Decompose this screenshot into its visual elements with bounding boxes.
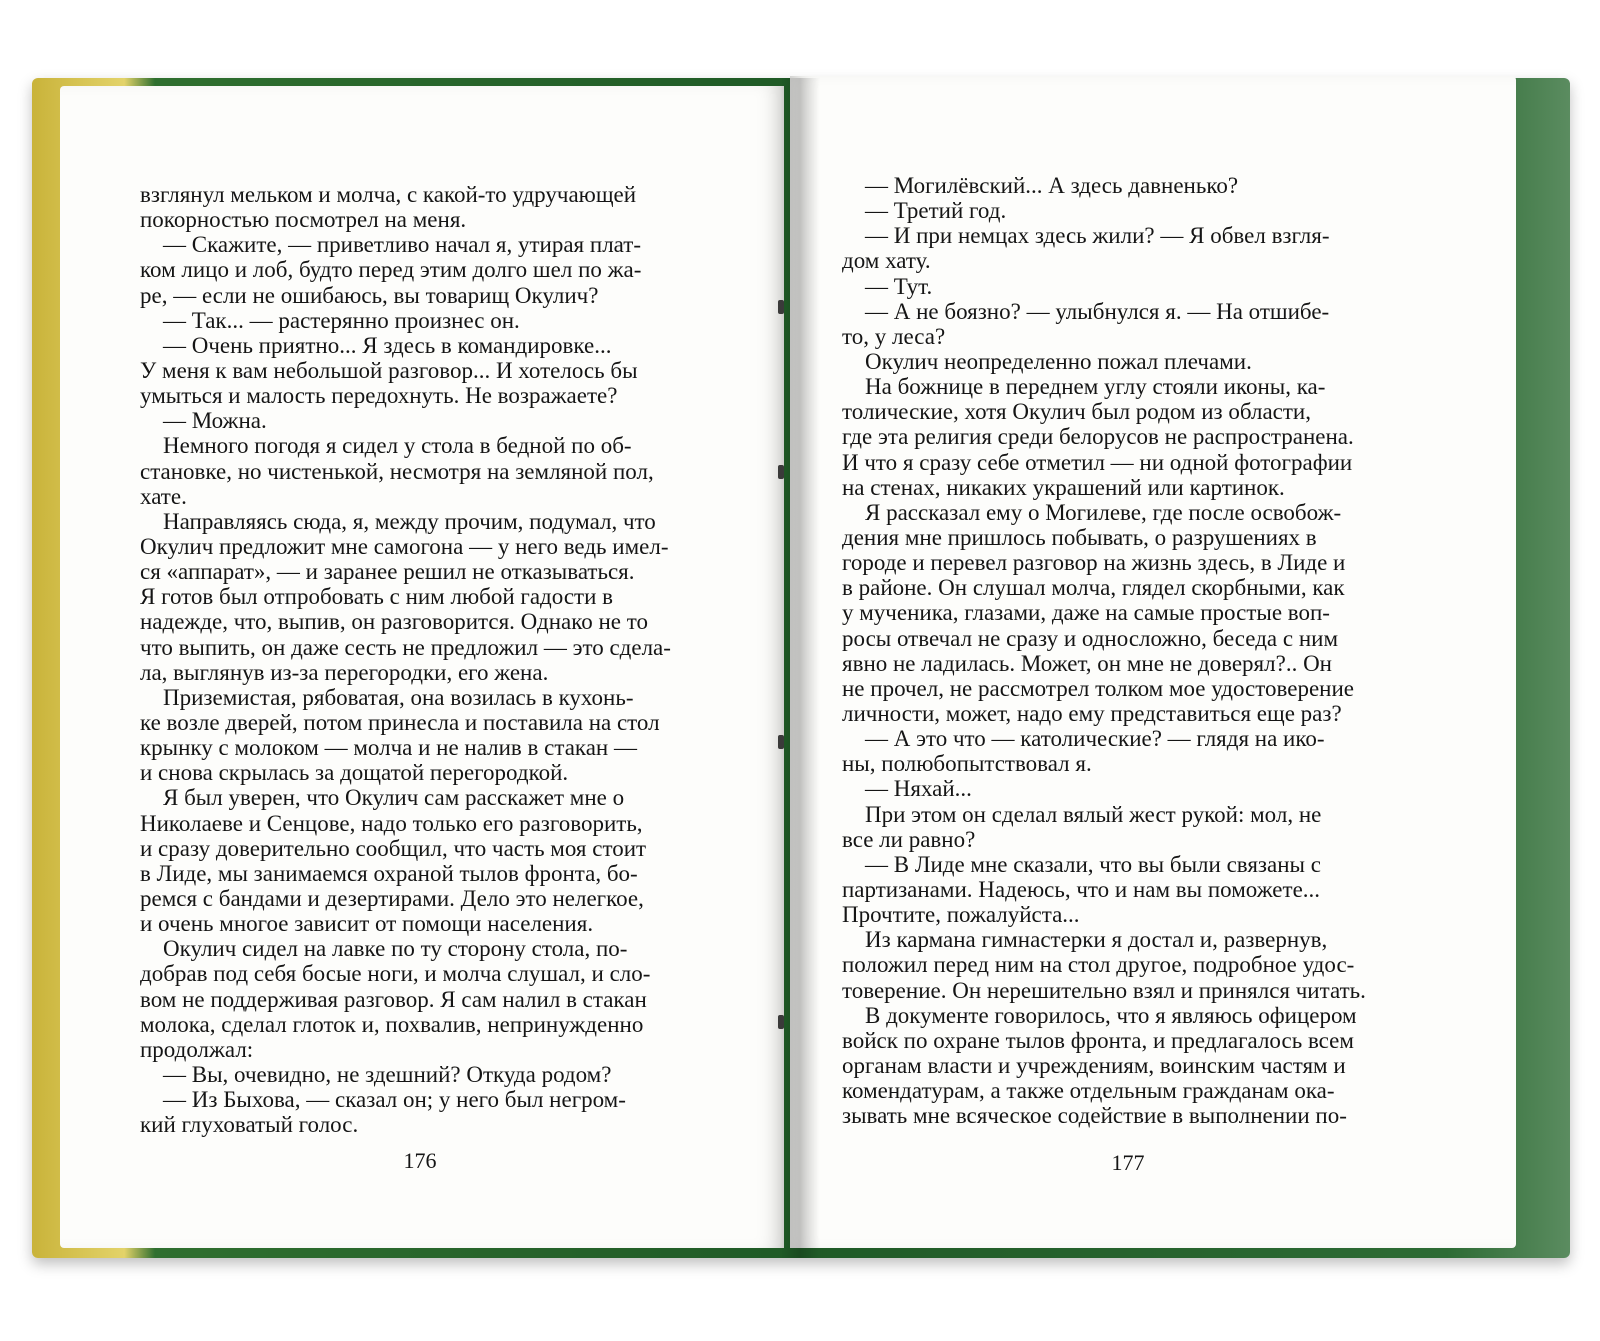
text-line: У меня к вам небольшой разговор... И хотелось бы — [140, 357, 638, 383]
text-line: — Скажите, — приветливо начал я, утирая плат- — [140, 232, 641, 258]
binding-stitch — [778, 300, 784, 314]
text-line: И что я сразу себе отметил — ни одной фотографии — [842, 449, 1353, 475]
text-line: зывать мне всяческое содействие в выполнении по- — [842, 1103, 1347, 1129]
right-page-text — [842, 173, 1366, 1128]
text-line: Окулич неопределенно пожал плечами. — [842, 348, 1252, 374]
text-line: ке возле дверей, потом принесла и поставила на стол — [140, 709, 660, 735]
text-line: дом хату. — [842, 248, 931, 274]
text-line: органам власти и учреждениям, воинским частям и — [842, 1052, 1346, 1078]
text-line: При этом он сделал вялый жест рукой: мол, не — [842, 801, 1322, 827]
text-line: то, у леса? — [842, 323, 946, 349]
text-line: надежде, что, выпив, он разговорится. Однако не то — [140, 609, 648, 635]
left-page-number: 176 — [403, 1148, 437, 1173]
left-page-text — [140, 182, 671, 1137]
text-line: ком лицо и лоб, будто перед этим долго шел по жа- — [140, 257, 642, 283]
text-line: — Из Быхова, — сказал он; у него был негром- — [140, 1087, 626, 1113]
text-line: Прочтите, пожалуйста... — [842, 902, 1080, 928]
text-line: Немного погодя я сидел у стола в бедной по об- — [140, 433, 632, 459]
text-line: в районе. Он слушал молча, глядел скорбными, как — [842, 575, 1345, 601]
text-line: не прочел, не рассмотрел толком мое удостоверение — [842, 675, 1354, 701]
text-line: Я рассказал ему о Могилеве, где после освобож- — [842, 499, 1342, 525]
text-line: — Третий год. — [842, 198, 1007, 224]
text-line: Николаеве и Сенцове, надо только его разговорить, — [140, 810, 643, 836]
text-line: — Няхай... — [842, 776, 972, 802]
text-line: — Тут. — [842, 273, 933, 299]
text-line: личности, может, надо ему представиться еще раз? — [842, 700, 1342, 726]
text-line: Из кармана гимнастерки я достал и, развернув, — [842, 927, 1328, 953]
text-line: Окулич предложит мне самогона — у него ведь имел- — [140, 533, 669, 559]
text-line: комендатурам, а также отдельным гражданам ока- — [842, 1078, 1335, 1104]
text-line: молока, сделал глоток и, похвалив, непринужденно — [140, 1011, 644, 1037]
text-line: Окулич сидел на лавке по ту сторону стола, по- — [140, 936, 628, 962]
left-page — [60, 86, 784, 1248]
text-line: все ли равно? — [842, 826, 976, 852]
text-line: — Можна. — [140, 408, 267, 434]
text-line: взглянул мельком и молча, с какой-то удручающей — [140, 182, 637, 207]
text-line: крынку с молоком — молча и не налив в стакан — — [140, 735, 637, 761]
text-line: — Вы, очевидно, не здешний? Откуда родом? — [140, 1061, 612, 1087]
text-line: войск по охране тылов фронта, и предлагалось всем — [842, 1027, 1354, 1053]
text-line: — Могилёвский... А здесь давненько? — [842, 173, 1239, 198]
text-line: дения мне пришлось побывать, о разрушениях в — [842, 524, 1317, 550]
text-line: и снова скрылась за дощатой перегородкой. — [140, 760, 569, 786]
text-line: — А не боязно? — улыбнулся я. — На отшибе- — [842, 298, 1330, 324]
text-line: у мученика, глазами, даже на самые простые воп- — [842, 600, 1330, 626]
text-line: ла, выглянув из-за перегородки, его жена. — [140, 659, 549, 685]
text-line: становке, но чистенькой, несмотря на земляной пол, — [140, 458, 654, 484]
text-line: вом не поддерживая разговор. Я сам налил в стакан — [140, 986, 647, 1012]
text-line: толические, хотя Окулич был родом из области, — [842, 399, 1311, 425]
text-line: покорностью посмотрел на меня. — [140, 207, 467, 233]
text-line: В документе говорилось, что я являюсь офицером — [842, 1002, 1357, 1028]
text-line: ремся с бандами и дезертирами. Дело это нелегкое, — [140, 885, 644, 911]
text-line: и сразу доверительно сообщил, что часть моя стоит — [140, 835, 647, 861]
text-line: — В Лиде мне сказали, что вы были связаны с — [842, 851, 1321, 877]
text-line: ся «аппарат», — и заранее решил не отказываться. — [140, 559, 635, 585]
text-line: городе и перевел разговор на жизнь здесь, в Лиде и — [842, 550, 1346, 576]
text-line: явно не ладилась. Может, он мне не доверял?.. Он — [842, 650, 1332, 676]
text-line: Я готов был отпробовать с ним любой гадости в — [140, 584, 614, 610]
right-page-number: 177 — [1111, 1150, 1145, 1175]
text-line: Направляясь сюда, я, между прочим, подумал, что — [140, 508, 656, 534]
text-line: положил перед ним на стол другое, подробное удос- — [842, 952, 1355, 978]
text-line: умыться и малость передохнуть. Не возражаете? — [140, 383, 618, 409]
text-line: — Так... — растерянно произнес он. — [140, 307, 520, 333]
text-line: кий глуховатый голос. — [140, 1112, 359, 1138]
text-line: на стенах, никаких украшений или картинок. — [842, 474, 1285, 500]
book-spine — [780, 78, 820, 1258]
text-line: хате. — [140, 483, 187, 509]
text-line: добрав под себя босые ноги, и молча слушал, и сло- — [140, 961, 651, 987]
text-line: партизанами. Надеюсь, что и нам вы поможете... — [842, 876, 1321, 902]
text-line: продолжал: — [140, 1036, 254, 1062]
binding-stitch — [778, 465, 784, 479]
text-line: Приземистая, рябоватая, она возилась в кухонь- — [140, 684, 634, 710]
text-line: росы отвечал не сразу и односложно, беседа с ним — [842, 625, 1338, 651]
text-line: ре, — если не ошибаюсь, вы товарищ Окулич? — [140, 282, 599, 308]
text-line: Я был уверен, что Окулич сам расскажет мне о — [140, 785, 625, 811]
text-line: и очень многое зависит от помощи населения. — [140, 911, 594, 937]
text-line: ны, полюбопытствовал я. — [842, 751, 1092, 777]
text-line: что выпить, он даже сесть не предложил — это сдела- — [140, 634, 671, 660]
text-line: — А это что — католические? — глядя на ико- — [842, 726, 1325, 752]
right-page — [790, 76, 1516, 1248]
text-line: где эта религия среди белорусов не распространена. — [842, 424, 1354, 450]
text-line: — И при немцах здесь жили? — Я обвел взгля- — [842, 223, 1330, 249]
text-line: — Очень приятно... Я здесь в командировке... — [140, 332, 612, 358]
binding-stitch — [778, 735, 784, 749]
text-line: товерение. Он нерешительно взял и принялся читать. — [842, 977, 1366, 1003]
binding-stitch — [778, 1015, 784, 1029]
text-line: в Лиде, мы занимаемся охраной тылов фронта, бо- — [140, 860, 638, 886]
text-line: На божнице в переднем углу стояли иконы, ка- — [842, 374, 1326, 400]
